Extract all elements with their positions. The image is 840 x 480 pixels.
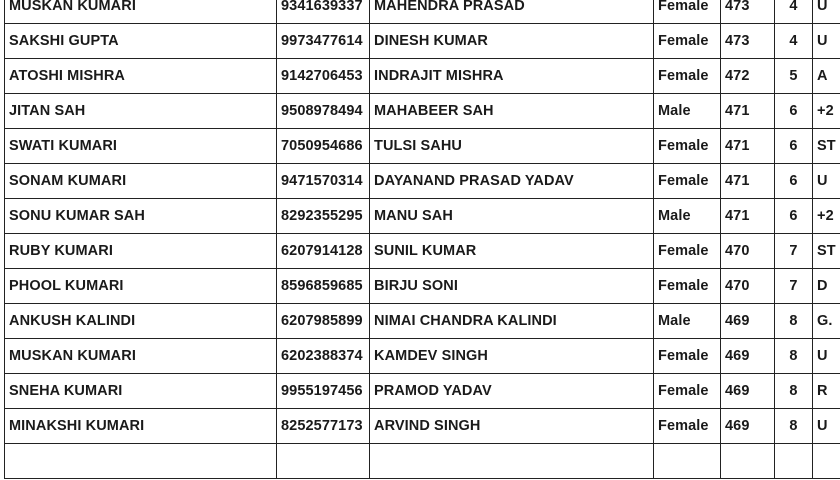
mobile-number-cell — [277, 444, 370, 479]
results-table — [4, 0, 840, 479]
gender-cell: Female — [654, 24, 721, 59]
gender-cell: Female — [654, 269, 721, 304]
marks-cell: 473 — [721, 0, 775, 24]
mobile-number-cell: 9508978494 — [277, 94, 370, 129]
remark-cell: U — [813, 24, 840, 59]
rank-cell: 8 — [775, 339, 813, 374]
remark-cell: D — [813, 269, 840, 304]
table-row — [5, 199, 840, 234]
remark-cell: ST — [813, 129, 840, 164]
marks-cell: 470 — [721, 234, 775, 269]
rank-cell: 8 — [775, 304, 813, 339]
father-name-cell: TULSI SAHU — [370, 129, 654, 164]
rank-cell: 8 — [775, 374, 813, 409]
student-name-cell: RUBY KUMARI — [5, 234, 277, 269]
father-name-cell: SUNIL KUMAR — [370, 234, 654, 269]
rank-cell: 6 — [775, 199, 813, 234]
remark-cell: A — [813, 59, 840, 94]
gender-cell: Female — [654, 59, 721, 94]
marks-cell: 473 — [721, 24, 775, 59]
mobile-number-cell: 9955197456 — [277, 374, 370, 409]
student-name-cell: MUSKAN KUMARI — [5, 339, 277, 374]
gender-cell — [654, 444, 721, 479]
marks-cell: 470 — [721, 269, 775, 304]
remark-cell: U — [813, 409, 840, 444]
student-name-cell: MINAKSHI KUMARI — [5, 409, 277, 444]
mobile-number-cell: 8596859685 — [277, 269, 370, 304]
mobile-number-cell: 6207914128 — [277, 234, 370, 269]
results-table-body — [5, 0, 840, 479]
father-name-cell: ARVIND SINGH — [370, 409, 654, 444]
mobile-number-cell: 9973477614 — [277, 24, 370, 59]
gender-cell: Male — [654, 304, 721, 339]
table-row — [5, 269, 840, 304]
student-name-cell: MUSKAN KUMARI — [5, 0, 277, 24]
table-row — [5, 129, 840, 164]
remark-cell: +2 — [813, 94, 840, 129]
marks-cell: 471 — [721, 129, 775, 164]
mobile-number-cell: 8252577173 — [277, 409, 370, 444]
gender-cell: Female — [654, 374, 721, 409]
remark-cell: U — [813, 0, 840, 24]
student-name-cell: ANKUSH KALINDI — [5, 304, 277, 339]
student-name-cell: PHOOL KUMARI — [5, 269, 277, 304]
father-name-cell: KAMDEV SINGH — [370, 339, 654, 374]
father-name-cell: MAHENDRA PRASAD — [370, 0, 654, 24]
table-row — [5, 94, 840, 129]
student-name-cell: SWATI KUMARI — [5, 129, 277, 164]
remark-cell: R — [813, 374, 840, 409]
table-row — [5, 339, 840, 374]
gender-cell: Female — [654, 409, 721, 444]
remark-cell: U — [813, 339, 840, 374]
father-name-cell: PRAMOD YADAV — [370, 374, 654, 409]
rank-cell: 8 — [775, 409, 813, 444]
mobile-number-cell: 9341639337 — [277, 0, 370, 24]
marks-cell: 469 — [721, 339, 775, 374]
remark-cell: +2 — [813, 199, 840, 234]
rank-cell: 7 — [775, 269, 813, 304]
student-name-cell — [5, 444, 277, 479]
father-name-cell: DAYANAND PRASAD YADAV — [370, 164, 654, 199]
marks-cell — [721, 444, 775, 479]
student-name-cell: SAKSHI GUPTA — [5, 24, 277, 59]
rank-cell: 4 — [775, 0, 813, 24]
remark-cell: U — [813, 164, 840, 199]
table-row — [5, 409, 840, 444]
mobile-number-cell: 9142706453 — [277, 59, 370, 94]
rank-cell: 7 — [775, 234, 813, 269]
marks-cell: 471 — [721, 199, 775, 234]
table-row — [5, 59, 840, 94]
rank-cell: 5 — [775, 59, 813, 94]
mobile-number-cell: 6207985899 — [277, 304, 370, 339]
student-name-cell: SONAM KUMARI — [5, 164, 277, 199]
father-name-cell: DINESH KUMAR — [370, 24, 654, 59]
remark-cell: ST — [813, 234, 840, 269]
father-name-cell — [370, 444, 654, 479]
student-name-cell: SNEHA KUMARI — [5, 374, 277, 409]
father-name-cell: BIRJU SONI — [370, 269, 654, 304]
mobile-number-cell: 6202388374 — [277, 339, 370, 374]
marks-cell: 471 — [721, 164, 775, 199]
mobile-number-cell: 8292355295 — [277, 199, 370, 234]
rank-cell: 6 — [775, 164, 813, 199]
gender-cell: Female — [654, 164, 721, 199]
table-row — [5, 374, 840, 409]
remark-cell — [813, 444, 840, 479]
father-name-cell: MANU SAH — [370, 199, 654, 234]
marks-cell: 471 — [721, 94, 775, 129]
table-row — [5, 444, 840, 479]
rank-cell: 4 — [775, 24, 813, 59]
mobile-number-cell: 9471570314 — [277, 164, 370, 199]
gender-cell: Female — [654, 0, 721, 24]
rank-cell: 6 — [775, 94, 813, 129]
marks-cell: 469 — [721, 374, 775, 409]
table-row — [5, 0, 840, 24]
gender-cell: Female — [654, 234, 721, 269]
marks-cell: 469 — [721, 304, 775, 339]
table-row — [5, 164, 840, 199]
gender-cell: Female — [654, 339, 721, 374]
table-row — [5, 234, 840, 269]
gender-cell: Male — [654, 94, 721, 129]
student-name-cell: ATOSHI MISHRA — [5, 59, 277, 94]
student-name-cell: SONU KUMAR SAH — [5, 199, 277, 234]
father-name-cell: NIMAI CHANDRA KALINDI — [370, 304, 654, 339]
table-row — [5, 24, 840, 59]
father-name-cell: MAHABEER SAH — [370, 94, 654, 129]
marks-cell: 469 — [721, 409, 775, 444]
remark-cell: G. — [813, 304, 840, 339]
mobile-number-cell: 7050954686 — [277, 129, 370, 164]
rank-cell — [775, 444, 813, 479]
father-name-cell: INDRAJIT MISHRA — [370, 59, 654, 94]
table-row — [5, 304, 840, 339]
rank-cell: 6 — [775, 129, 813, 164]
marks-cell: 472 — [721, 59, 775, 94]
student-name-cell: JITAN SAH — [5, 94, 277, 129]
gender-cell: Male — [654, 199, 721, 234]
gender-cell: Female — [654, 129, 721, 164]
